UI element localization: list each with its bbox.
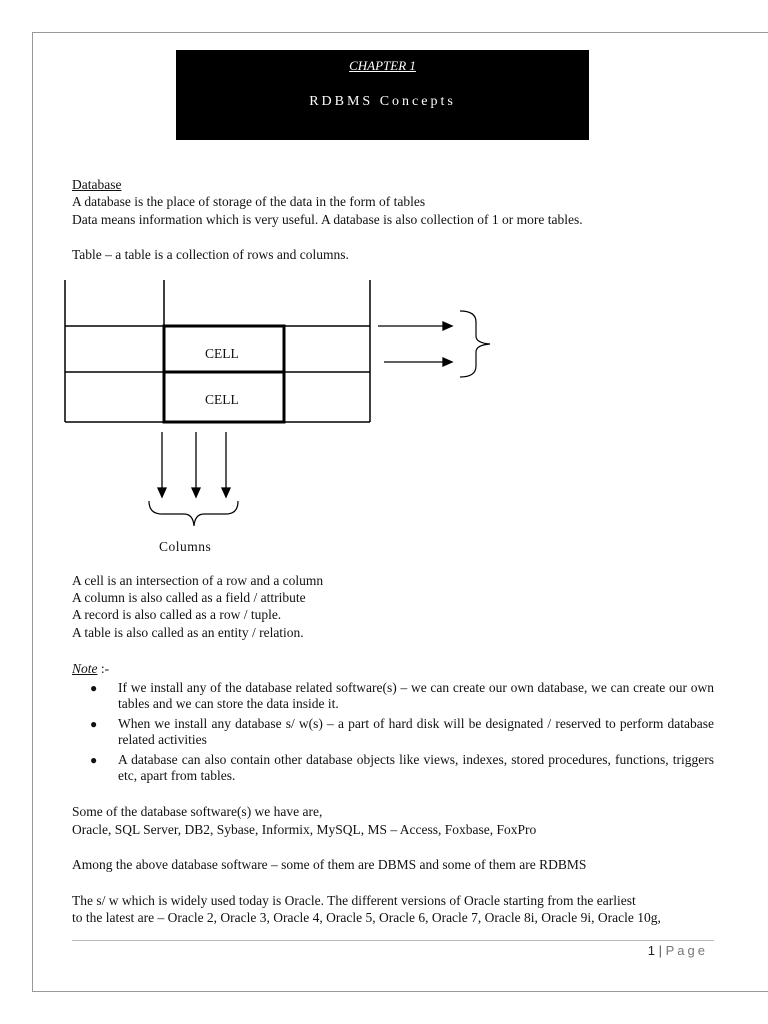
note-item-3: A database can also contain other database objects like views, indexes, stored procedures, functions, triggers etc, apart from tables.: [118, 752, 714, 783]
note-heading-suffix: :-: [97, 661, 110, 676]
column-arrow-head-2: [192, 488, 200, 497]
list-item: [90, 752, 714, 784]
footer-rule: [72, 940, 714, 941]
bullet-icon: ●: [90, 681, 98, 695]
definition-cell: A cell is an intersection of a row and a column: [72, 573, 324, 588]
list-item: [90, 716, 714, 748]
definition-table: A table is also called as an entity / relation.: [72, 625, 304, 640]
definition-record: A record is also called as a row / tuple.: [72, 607, 282, 622]
page-number: 1: [647, 943, 656, 958]
page-footer: [648, 943, 708, 958]
note-heading: [72, 660, 109, 677]
bullet-icon: ●: [90, 717, 98, 731]
database-heading: Database: [72, 177, 122, 192]
page-separator: |: [655, 943, 666, 958]
database-line-2: Data means information which is very useful. A database is also collection of 1 or more tables.: [72, 212, 583, 227]
row-arrow-head-2: [443, 358, 452, 366]
software-line-1: Some of the database software(s) we have are,: [72, 804, 323, 819]
database-line-1: A database is the place of storage of the data in the form of tables: [72, 194, 426, 209]
list-item: [90, 680, 714, 712]
note-heading-word: Note: [72, 661, 98, 676]
note-item-2: When we install any database s/ w(s) – a part of hard disk will be designated / reserved to perform database related activities: [118, 716, 714, 747]
page-word: Page: [665, 943, 708, 958]
cell-label-2: CELL: [205, 392, 239, 407]
chapter-label: CHAPTER 1: [349, 58, 416, 73]
chapter-title: RDBMS Concepts: [309, 94, 456, 109]
table-definition: Table – a table is a collection of rows and columns.: [72, 247, 349, 262]
column-arrow-head-3: [222, 488, 230, 497]
column-arrow-head-1: [158, 488, 166, 497]
definition-column: A column is also called as a field / attribute: [72, 590, 306, 605]
oracle-line-1: The s/ w which is widely used today is Oracle. The different versions of Oracle starting from the earliest: [72, 893, 636, 908]
software-line-2: Oracle, SQL Server, DB2, Sybase, Informix, MySQL, MS – Access, Foxbase, FoxPro: [72, 822, 537, 837]
cell-label-1: CELL: [205, 346, 239, 361]
note-item-1: If we install any of the database related software(s) – we can create our own database, we can create our own tables and we can store the data inside it.: [118, 680, 714, 711]
columns-label: Columns: [159, 539, 212, 554]
row-brace: [460, 311, 490, 377]
note-list: [90, 680, 714, 788]
oracle-line-2: to the latest are – Oracle 2, Oracle 3, Oracle 4, Oracle 5, Oracle 6, Oracle 7, Oracle 8i, Oracle 9i, Oracle 10g,: [72, 910, 661, 925]
dbms-line: Among the above database software – some of them are DBMS and some of them are RDBMS: [72, 857, 587, 872]
bullet-icon: ●: [90, 753, 98, 767]
column-brace: [149, 501, 238, 526]
row-arrow-head-1: [443, 322, 452, 330]
